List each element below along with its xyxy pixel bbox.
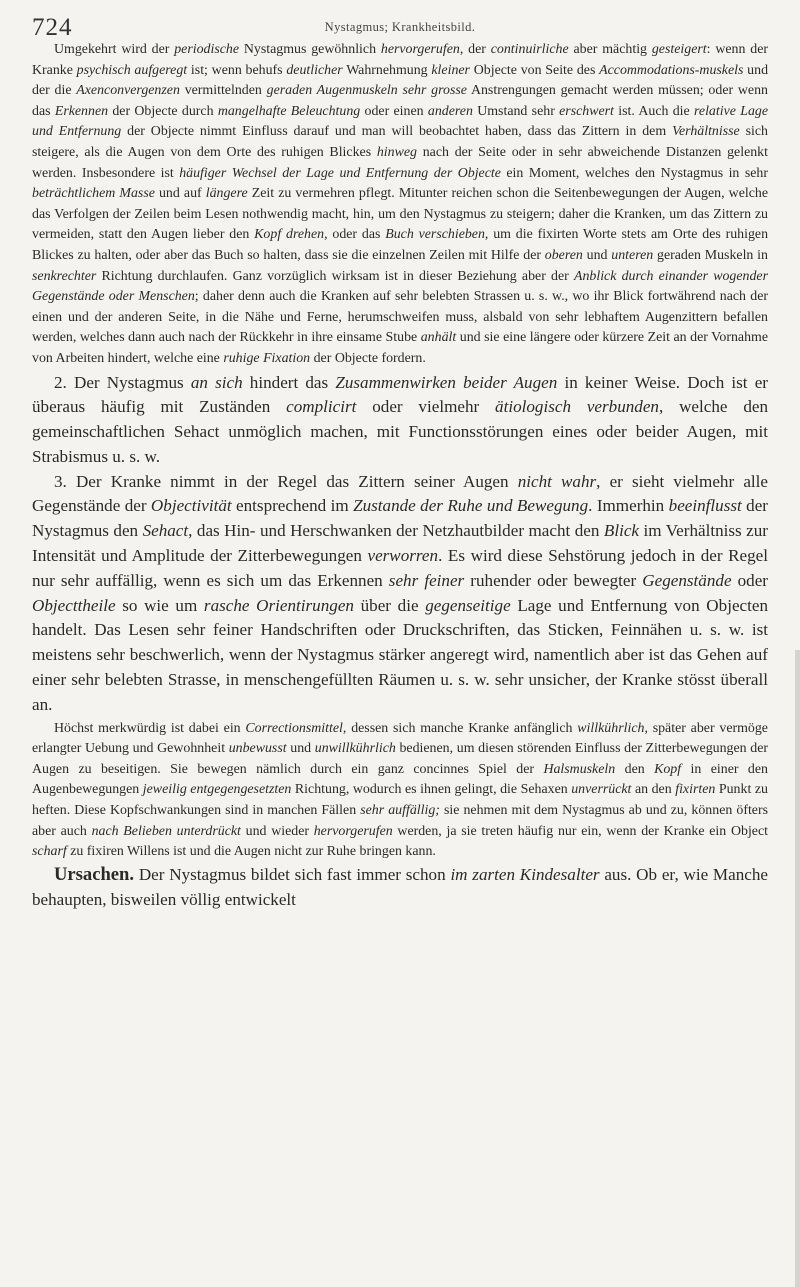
emphasized-text: oberen bbox=[544, 247, 583, 263]
emphasized-text: nach Belieben unterdrückt bbox=[91, 823, 241, 839]
emphasized-text: Correctionsmittel bbox=[245, 720, 343, 736]
emphasized-text: hinweg bbox=[376, 144, 417, 160]
text-run: oder bbox=[731, 570, 769, 590]
emphasized-text: Kopf bbox=[654, 761, 682, 777]
emphasized-text: ätiologisch verbunden bbox=[495, 397, 659, 417]
page-header bbox=[32, 14, 768, 40]
text-run: ; daher denn auch die Kranken auf sehr belebten Strassen u. s. w., wo ihr Blick fortwährend nach der einen und der anderen Seite, in die Nähe und Ferne, herumschweifen muss, alsbald von sehr lebhaftem Augenzittern befallen werden, welches dann auch nach der Rückkehr in ihre einsame Stube bbox=[32, 289, 768, 346]
emphasized-text: unwillkührlich bbox=[314, 741, 396, 757]
text-run: 2. Der Nystagmus bbox=[54, 372, 191, 392]
emphasized-text: hervorgerufen bbox=[380, 42, 460, 57]
section-heading: Ursachen. bbox=[54, 863, 135, 885]
emphasized-text: erschwert bbox=[559, 103, 614, 119]
text-run: , später aber vermöge erlangter Uebung und Gewohnheit bbox=[32, 720, 768, 757]
text-run: geraden Muskeln in bbox=[653, 247, 768, 263]
emphasized-text: hervorgerufen bbox=[313, 823, 393, 839]
text-run: hindert das bbox=[242, 372, 336, 392]
text-run: und auf bbox=[154, 186, 206, 202]
emphasized-text: verworren bbox=[367, 546, 439, 566]
emphasized-text: anderen bbox=[427, 103, 473, 119]
emphasized-text: psychisch aufgeregt bbox=[76, 62, 188, 78]
text-run: Wahrnehmung bbox=[342, 62, 432, 78]
emphasized-text: senkrechter bbox=[32, 268, 97, 284]
emphasized-text: beeinflusst bbox=[668, 496, 742, 516]
emphasized-text: continuirliche bbox=[490, 42, 569, 57]
text-run: Lage und Entfernung von Objecten handelt. Das Lesen sehr feiner Handschriften oder Druckschriften, das Sticken, Feinnähen u. s. w. ist meistens sehr beschwerlich, wenn der Nystagmus stärker angeregt wird, namentlich aber ist das Gehen auf einer sehr belebten Strasse, in menschengefüllten Räumen u. s. w. sehr unsicher, der Kranke stösst überall an. bbox=[32, 595, 769, 714]
text-run: der Objecte durch bbox=[108, 103, 218, 119]
emphasized-text: längere bbox=[205, 186, 248, 202]
emphasized-text: Halsmuskeln bbox=[543, 761, 616, 777]
text-run: und der die bbox=[32, 62, 769, 99]
text-run: , oder das bbox=[324, 227, 386, 243]
text-run: Richtung, wodurch es ihnen gelingt, die Sehaxen bbox=[291, 782, 572, 798]
text-run: ruhender oder bewegter bbox=[464, 570, 643, 590]
emphasized-text: Objecttheile bbox=[32, 595, 116, 615]
text-run: der Nystagmus den bbox=[32, 496, 768, 541]
text-run: Objecte von Seite des bbox=[469, 62, 600, 78]
text-run: ist. Auch die bbox=[613, 103, 695, 119]
emphasized-text: Zustande der Ruhe und Bewegung bbox=[353, 496, 589, 516]
emphasized-text: Erkennen bbox=[54, 103, 109, 119]
text-run: sich steigere, als die Augen von dem Orte des ruhigen Blickes bbox=[32, 124, 768, 160]
book-page bbox=[32, 14, 768, 912]
emphasized-text: jeweilig entgegengesetzten bbox=[142, 782, 292, 798]
text-run: im Verhältniss zur Intensität und Amplitude der Zitterbewegungen bbox=[32, 521, 768, 566]
text-run: Richtung durchlaufen. Ganz vorzüglich wirksam ist in dieser Beziehung aber der bbox=[96, 268, 574, 284]
emphasized-text: anhält bbox=[420, 330, 457, 346]
emphasized-text: periodische bbox=[174, 42, 240, 57]
text-run: zu fixiren Willens ist und die Augen nicht zur Ruhe bringen kann. bbox=[66, 844, 436, 860]
emphasized-text: gegenseitige bbox=[425, 595, 511, 615]
emphasized-text: unbewusst bbox=[228, 741, 287, 757]
emphasized-text: beträchtlichem Masse bbox=[32, 186, 155, 202]
paragraph-aggravating-factors bbox=[32, 40, 768, 370]
page-number: 724 bbox=[32, 14, 73, 41]
emphasized-text: nicht wahr bbox=[517, 471, 597, 491]
emphasized-text: Accommodations-muskels bbox=[599, 62, 744, 78]
text-run: in einer den Augenbewegungen bbox=[32, 761, 768, 798]
text-run: vermittelnden bbox=[179, 83, 267, 99]
text-run: entsprechend im bbox=[231, 496, 354, 516]
text-run: oder vielmehr bbox=[356, 397, 496, 417]
emphasized-text: Blick bbox=[603, 521, 640, 541]
text-run: Umgekehrt wird der bbox=[54, 42, 175, 57]
paragraph-correction-mechanism bbox=[32, 719, 768, 863]
emphasized-text: scharf bbox=[32, 844, 67, 860]
emphasized-text: Objectivität bbox=[150, 496, 232, 516]
text-run: den bbox=[615, 761, 655, 777]
text-run: : wenn der Kranke bbox=[32, 42, 768, 78]
text-run: Zeit zu vermehren pflegt. Mitunter reichen schon die Seitenbewegungen der Augen, welche das Verfolgen der Zeilen beim Lesen nothwendig macht, hin, um den Nystagmus zu steigern; daher die Kranken, um das Zittern zu vermeiden, statt den Augen lieber den bbox=[32, 186, 768, 243]
page-edge-shadow bbox=[795, 650, 800, 1287]
emphasized-text: häufiger Wechsel der Lage und Entfernung der Objecte bbox=[179, 165, 501, 181]
emphasized-text: Buch verschieben bbox=[385, 227, 485, 243]
emphasized-text: unverrückt bbox=[571, 782, 632, 798]
emphasized-text: geraden Augenmuskeln sehr grosse bbox=[266, 83, 467, 99]
text-run: und wieder bbox=[240, 823, 314, 839]
text-run: sie nehmen mit dem Nystagmus ab und zu, können öfters aber auch bbox=[32, 803, 769, 839]
text-run: . Immerhin bbox=[588, 496, 669, 516]
text-run: Nystagmus gewöhnlich bbox=[239, 42, 381, 57]
text-run: aber mächtig bbox=[568, 42, 652, 57]
emphasized-text: sehr feiner bbox=[388, 570, 465, 590]
emphasized-text: ruhige Fixation bbox=[223, 350, 311, 366]
running-head: Nystagmus; Krankheitsbild. bbox=[324, 20, 476, 34]
text-run: an den bbox=[631, 782, 676, 798]
emphasized-text: rasche Orientirungen bbox=[203, 595, 354, 615]
emphasized-text: willkührlich bbox=[577, 720, 645, 736]
text-run: Punkt zu heften. Diese Kopfschwankungen sind in manchen Fällen bbox=[32, 782, 768, 819]
emphasized-text: unteren bbox=[611, 247, 654, 263]
text-run: in keiner Weise. Doch ist er überaus häufig mit Zuständen bbox=[32, 372, 768, 417]
text-run: , welche den gemeinschaftlichen Sehact unmöglich machen, mit Functionsstörungen eines oder beider Augen, mit Strabismus u. s. w. bbox=[32, 397, 768, 466]
emphasized-text: Gegenstände bbox=[642, 570, 732, 590]
emphasized-text: Anblick durch einander wogender Gegenstände oder Menschen bbox=[32, 268, 768, 305]
text-run: und bbox=[286, 741, 315, 757]
emphasized-text: Zusammenwirken beider Augen bbox=[335, 372, 558, 392]
text-run: Der Nystagmus bildet sich fast immer schon bbox=[134, 864, 451, 884]
text-run: werden, ja sie treten häufig nur ein, wenn der Kranke ein Object bbox=[392, 823, 768, 839]
emphasized-text: deutlicher bbox=[286, 62, 343, 78]
emphasized-text: Kopf drehen bbox=[254, 227, 325, 243]
text-run: der Objecte fordern. bbox=[310, 350, 426, 366]
text-run: , der bbox=[459, 42, 491, 57]
text-run: und sie eine längere oder kürzere Zeit an der Vornahme von Arbeiten hindert, welche eine bbox=[32, 330, 768, 366]
paragraph-visual-disturbance bbox=[32, 470, 768, 718]
emphasized-text: Verhältnisse bbox=[672, 124, 740, 140]
text-run: ist; wenn behufs bbox=[187, 62, 287, 78]
text-run: bedienen, um diesen störenden Einfluss der Zitterbewegungen der Augen zu beseitigen. Sie bewegen nämlich durch ein ganz concinnes Spiel der bbox=[32, 741, 769, 777]
text-run: 3. Der Kranke nimmt in der Regel das Zittern seiner Augen bbox=[54, 471, 518, 491]
emphasized-text: fixirten bbox=[675, 782, 716, 798]
emphasized-text: sehr auffällig; bbox=[360, 803, 440, 819]
emphasized-text: im zarten Kindesalter bbox=[450, 864, 600, 884]
paragraph-causes bbox=[32, 863, 768, 913]
emphasized-text: relative Lage und Entfernung bbox=[32, 103, 769, 140]
emphasized-text: Sehact bbox=[142, 521, 189, 541]
text-run: so wie um bbox=[115, 595, 204, 615]
text-run: , dessen sich manche Kranke anfänglich bbox=[342, 720, 578, 736]
text-run: ein Moment, welches den Nystagmus in sehr bbox=[500, 165, 768, 181]
text-run: Anstrengungen gemacht werden müssen; oder wenn das bbox=[32, 83, 768, 119]
paragraph-binocular-vision bbox=[32, 371, 768, 470]
emphasized-text: Axenconvergenzen bbox=[76, 83, 180, 99]
emphasized-text: mangelhafte Beleuchtung bbox=[217, 103, 361, 119]
emphasized-text: complicirt bbox=[286, 397, 357, 417]
text-run: , er sieht vielmehr alle Gegenstände der bbox=[32, 471, 768, 516]
emphasized-text: gesteigert bbox=[651, 42, 707, 57]
text-run: Höchst merkwürdig ist dabei ein bbox=[54, 720, 246, 736]
text-run: und bbox=[582, 247, 612, 263]
text-run: . Es wird diese Sehstörung jedoch in der Regel nur sehr auffällig, wenn es sich um das Erkennen bbox=[32, 546, 768, 590]
text-run: oder einen bbox=[360, 103, 428, 119]
text-run: Umstand sehr bbox=[472, 103, 560, 119]
text-run: , um die fixirten Worte stets am Orte des ruhigen Blickes zu halten, oder aber das Buch so halten, dass sie die einzelnen Zeilen mit Hilfe der bbox=[32, 227, 769, 263]
text-run: der Objecte nimmt Einfluss darauf und man will beobachtet haben, dass das Zittern in dem bbox=[121, 124, 673, 140]
text-run: nach der Seite oder in sehr abweichende Distanzen gelenkt werden. Insbesondere ist bbox=[32, 144, 768, 181]
text-run: , das Hin- und Herschwanken der Netzhautbilder macht den bbox=[188, 521, 604, 541]
emphasized-text: kleiner bbox=[431, 62, 470, 78]
text-run: über die bbox=[353, 595, 426, 615]
text-run: aus. Ob er, wie Manche behaupten, bisweilen völlig entwickelt bbox=[32, 864, 768, 909]
emphasized-text: an sich bbox=[190, 372, 243, 392]
